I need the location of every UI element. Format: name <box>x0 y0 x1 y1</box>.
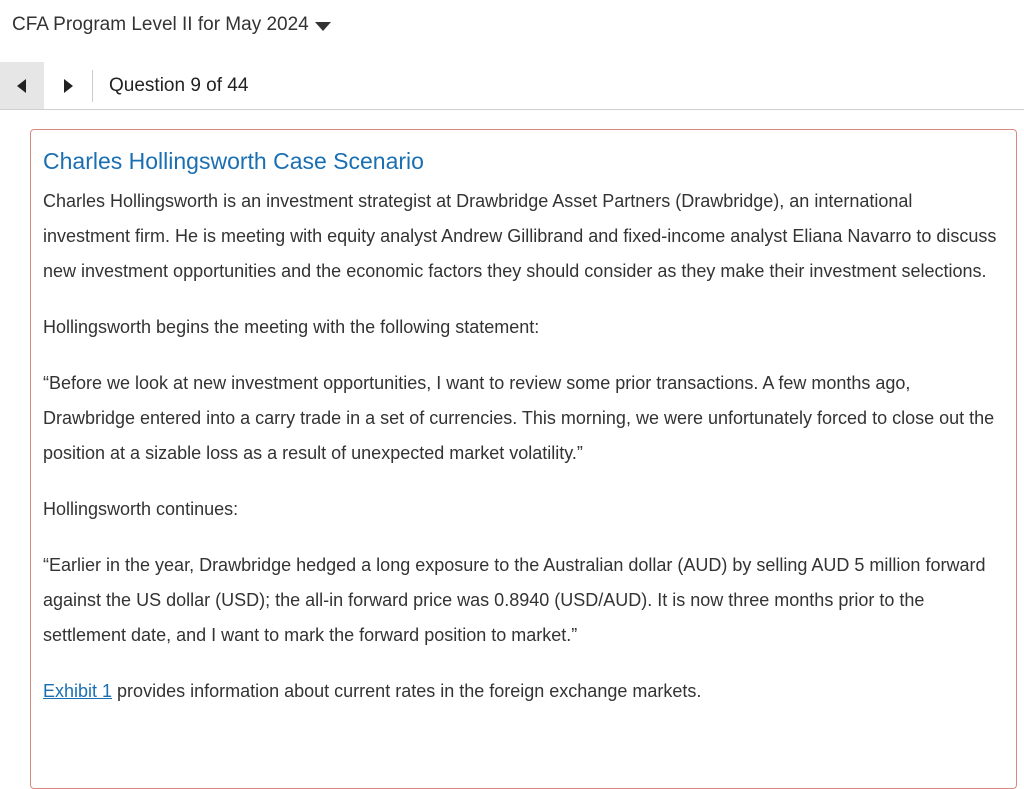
previous-question-button[interactable] <box>0 62 44 109</box>
case-title: Charles Hollingsworth Case Scenario <box>43 148 424 174</box>
triangle-left-icon <box>17 79 26 93</box>
exhibit-sentence-text: provides information about current rates in the foreign exchange markets. <box>112 681 702 701</box>
case-paragraph: Hollingsworth continues: <box>43 499 239 519</box>
exam-title: CFA Program Level II for May 2024 <box>12 14 309 35</box>
case-paragraph: Charles Hollingsworth is an investment strategist at Drawbridge Asset Partners (Drawbridge), an international investment firm. He is meeting with equity analyst Andrew Gillibrand and fixed-income analyst Eliana Navarro to discuss new investment opportunities and the economic factors they should consider as they make their investment selections. <box>43 191 997 281</box>
case-scenario-panel[interactable] <box>30 129 1017 789</box>
question-counter: Question 9 of 44 <box>109 75 249 96</box>
question-navbar <box>0 62 1024 110</box>
exhibit-1-link[interactable]: Exhibit 1 <box>43 681 113 701</box>
triangle-right-icon <box>64 79 73 93</box>
exhibit-reference-paragraph <box>43 674 1004 709</box>
case-paragraph: Hollingsworth begins the meeting with the following statement: <box>43 317 540 337</box>
case-paragraph: “Before we look at new investment opportunities, I want to review some prior transactions. A few months ago, Drawbridge entered into a carry trade in a set of currencies. This morning, we were unfortunately forced to close out the position at a sizable loss as a result of unexpected market volatility.” <box>43 373 995 463</box>
caret-down-icon[interactable] <box>315 22 331 31</box>
top-bar <box>0 0 1024 56</box>
nav-divider <box>92 70 93 102</box>
next-question-button[interactable] <box>46 62 90 109</box>
case-paragraph: “Earlier in the year, Drawbridge hedged a long exposure to the Australian dollar (AUD) by selling AUD 5 million forward against the US dollar (USD); the all-in forward price was 0.8940 (USD/AUD). It is now three months prior to the settlement date, and I want to mark the forward position to market.” <box>43 555 986 645</box>
exam-selector[interactable] <box>12 14 331 36</box>
